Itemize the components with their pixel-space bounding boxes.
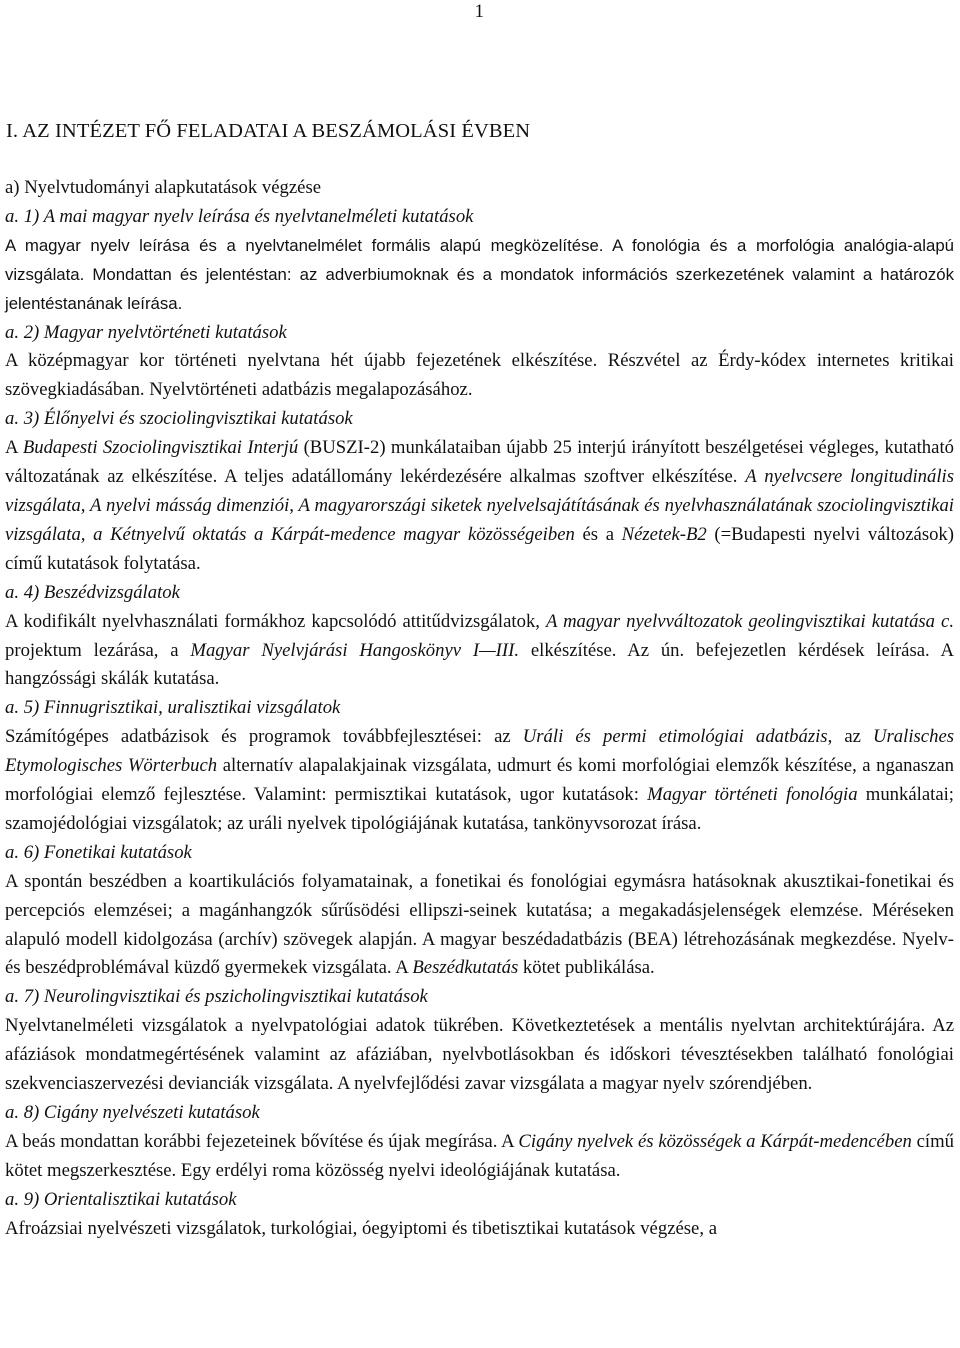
subsection-9-title: a. 9) Orientalisztikai kutatások xyxy=(5,1188,237,1210)
subsection-7-text: Nyelvtanelméleti vizsgálatok a nyelvpatológiai adatok tükrében. Következtetések a mentális nyelvtan architektúrájára. Az afáziások mondatmegértésének valamint az afáziában, nyelvbotlásokban és időskori tévesztésekben található fonológiai szekvenciaszervezési devianciák vizsgálata. A nyelvfejlődési zavar vizsgálata a magyar nyelv szórendjében. xyxy=(5,1015,954,1095)
section-heading: a) Nyelvtudományi alapkutatások végzése xyxy=(5,177,322,198)
subsection-3-text: A Budapesti Szociolingvisztikai Interjú (BUSZI-2) munkálataiban újabb 25 interjú irányított beszélgetései végleges, kutatható változatának az elkészítése. A teljes adatállomány lekérdezésére alkalmas szoftver elkészítése. A nyelvcsere longitudinális vizsgálata, A nyelvi másság dimenziói, A magyarországi siketek nyelvelsajátításának és nyelvhasználatának szociolingvisztikai vizsgálata, a Kétnyelvű oktatás a Kárpát-medence magyar közösségeiben és a Nézetek-B2 (=Budapesti nyelvi változások) című kutatások folytatása. xyxy=(5,437,955,574)
subsection-7-title: a. 7) Neurolingvisztikai és pszicholingvisztikai kutatások xyxy=(5,986,428,1008)
subsection-4-title: a. 4) Beszédvizsgálatok xyxy=(5,581,180,603)
subsection-5-title: a. 5) Finnugrisztikai, uralisztikai vizsgálatok xyxy=(5,697,341,719)
subsection-8-title: a. 8) Cigány nyelvészeti kutatások xyxy=(5,1102,260,1123)
page-number: 1 xyxy=(474,1,484,22)
subsection-5-text: Számítógépes adatbázisok és programok továbbfejlesztései: az Uráli és permi etimológiai adatbázis, az Uralisches Etymologisches Wörterbuch alternatív alapalakjainak vizsgálata, udmurt és komi morfológiai elemzők készítése, a nganaszan morfológiai elemző fejlesztése. Valamint: permisztikai kutatások, ugor kutatások: Magyar történeti fonológia munkálatai; szamojédológiai vizsgálatok; az uráli nyelvek tipológiájának kutatása, tankönyvsorozat írása. xyxy=(5,726,955,834)
subsection-1-title: a. 1) A mai magyar nyelv leírása és nyelvtanelméleti kutatások xyxy=(5,205,474,227)
document-body xyxy=(5,174,954,1244)
subsection-1-text: A magyar nyelv leírása és a nyelvtanelmélet formális alapú megközelítése. A fonológia és a morfológia analógia-alapú vizsgálata. Mondattan és jelentéstan: az adverbiumoknak és a mondatok információs szerkezetének valamint a határozók jelentéstanának leírása. xyxy=(5,235,954,313)
subsection-2-text: A középmagyar kor történeti nyelvtana hét újabb fejezetének elkészítése. Részvétel az Érdy-kódex internetes kritikai szövegkiadásában. Nyelvtörténeti adatbázis megalapozásához. xyxy=(5,350,954,401)
subsection-3-title: a. 3) Élőnyelvi és szociolingvisztikai kutatások xyxy=(5,408,353,430)
subsection-8-text: A beás mondattan korábbi fejezeteinek bővítése és újak megírása. A Cigány nyelvek és közösségek a Kárpát-medencében című kötet megszerkesztése. Egy erdélyi roma közösség nyelvi ideológiájának kutatása. xyxy=(5,1130,955,1181)
subsection-2-title: a. 2) Magyar nyelvtörténeti kutatások xyxy=(5,321,287,343)
subsection-9-text: Afroázsiai nyelvészeti vizsgálatok, turkológiai, óegyiptomi és tibetisztikai kutatások végzése, a xyxy=(5,1217,717,1239)
subsection-4-text: A kodifikált nyelvhasználati formákhoz kapcsolódó attitűdvizsgálatok, A magyar nyelvváltozatok geolingvisztikai kutatása c. projektum lezárása, a Magyar Nyelvjárási Hangoskönyv I—III. elkészítése. Az ún. befejezetlen kérdések leírása. A hangzóssági skálák kutatása. xyxy=(5,610,954,690)
subsection-6-title: a. 6) Fonetikai kutatások xyxy=(5,841,192,863)
subsection-6-text: A spontán beszédben a koartikulációs folyamatainak, a fonetikai és fonológiai egymásra hatásoknak akusztikai-fonetikai és percepciós elemzései; a magánhangzók sűrűsödési ellipszi-seinek kutatása; a megakadásjelenségek elemzése. Méréseken alapuló modell kidolgozása (archív) szövegek alapján. A magyar beszédadatbázis (BEA) létrehozásának megkezdése. Nyelv- és beszédproblémával küzdő gyermekek vizsgálata. A Beszédkutatás kötet publikálása. xyxy=(5,870,954,979)
chapter-heading: I. AZ INTÉZET FŐ FELADATAI A BESZÁMOLÁSI ÉVBEN xyxy=(6,120,531,142)
